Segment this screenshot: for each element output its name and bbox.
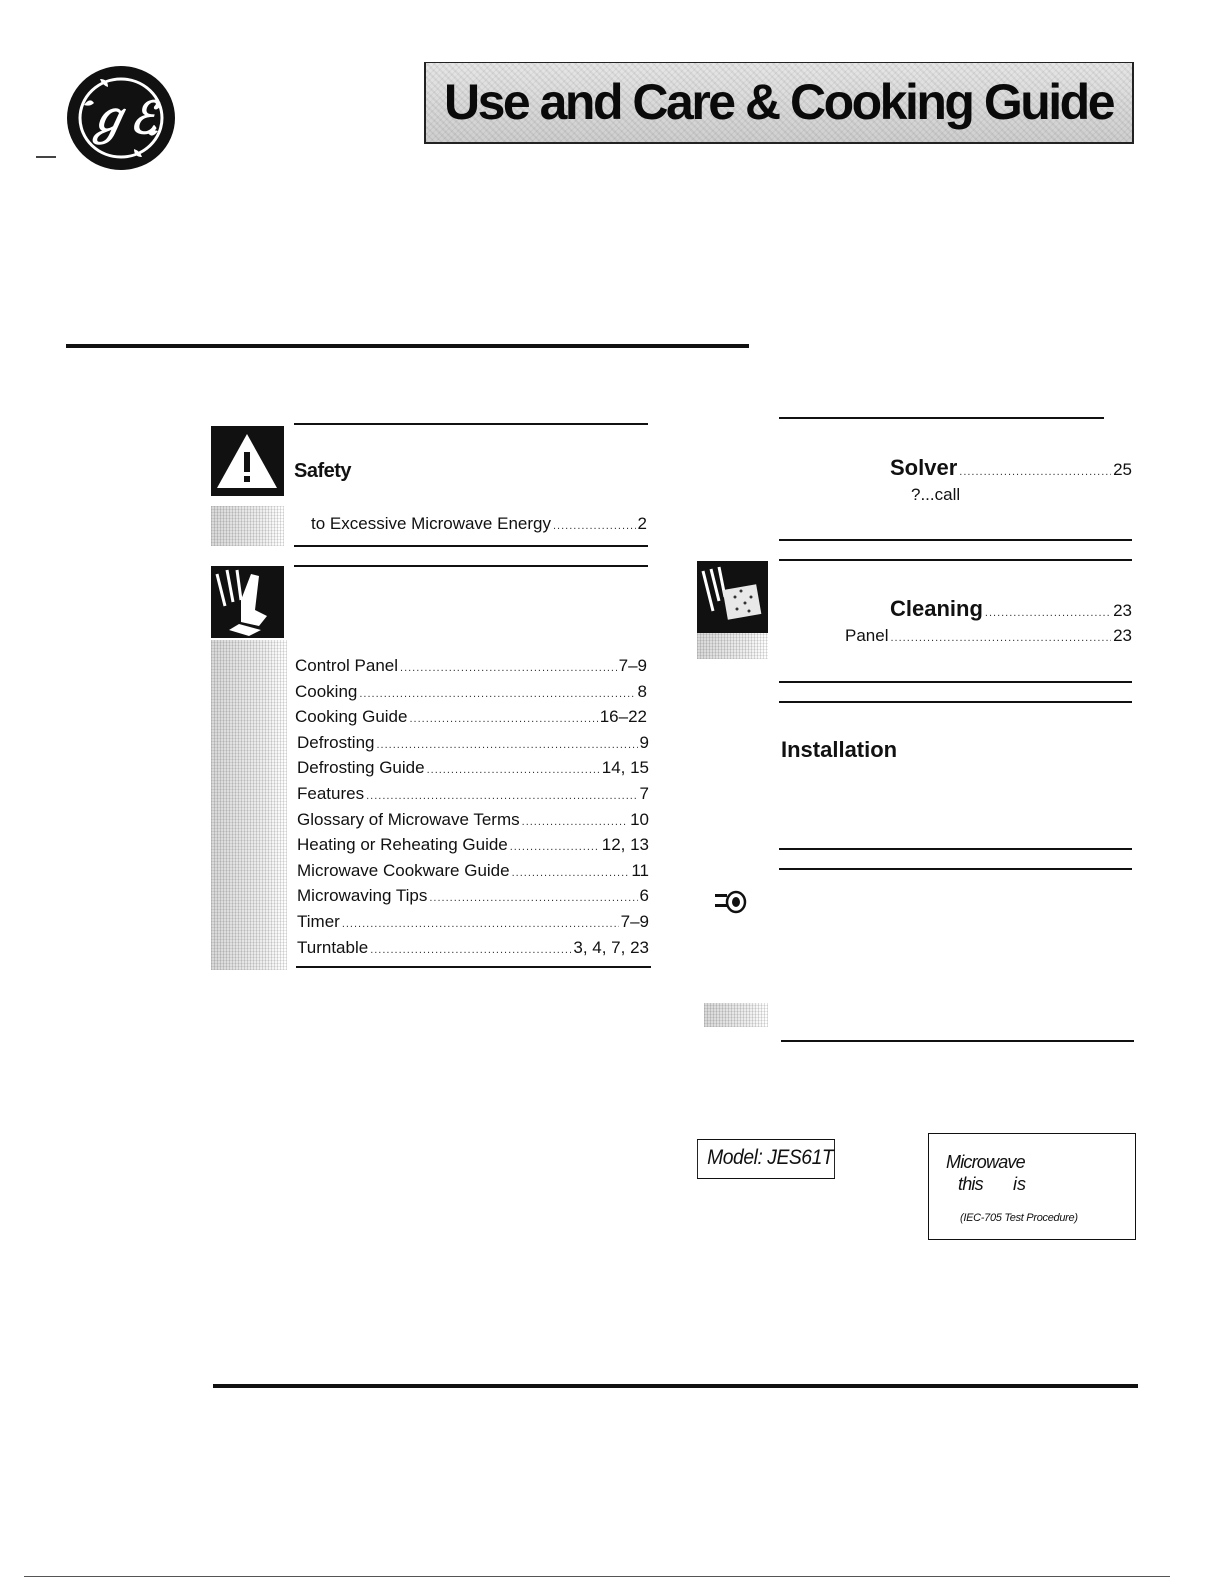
toc-label: Defrosting Guide: [297, 758, 425, 778]
safety-icon-box: [211, 426, 284, 496]
toc-label: Microwaving Tips: [297, 886, 428, 906]
installation-top-rule: [779, 701, 1132, 703]
operating-bottom-rule: [296, 966, 651, 968]
toc-page: 23: [1113, 601, 1132, 620]
notice-line1: Microwave: [946, 1152, 1025, 1172]
toc-page: 7–9: [620, 912, 649, 931]
installation-heading: Installation: [781, 737, 898, 762]
toc-dots: [959, 466, 1111, 478]
toc-row: [297, 784, 649, 804]
toc-row: [845, 626, 1132, 646]
consumer-icon-wrap: [714, 890, 748, 914]
safety-top-rule: [294, 423, 648, 425]
title-banner: [424, 62, 1134, 144]
care-texture: [697, 633, 768, 659]
toc-label: Glossary of Microwave Terms: [297, 809, 520, 829]
toc-dots: [510, 841, 600, 853]
toc-dots: [409, 713, 597, 725]
toc-row: [297, 938, 649, 958]
toc-label: Turntable: [297, 937, 369, 957]
toc-page: 7: [639, 784, 649, 803]
phone-dial-icon: [714, 890, 748, 914]
toc-page: 10: [630, 809, 649, 829]
care-icon-box: [697, 561, 768, 633]
toc-label: Cooking Guide: [295, 707, 408, 727]
toc-dots: [342, 918, 619, 930]
safety-texture: [211, 506, 284, 546]
warning-triangle-icon: [211, 426, 284, 496]
toc-dots: [522, 816, 628, 828]
problem-heading: Solver: [890, 455, 958, 480]
toc-row: [297, 912, 649, 932]
toc-row: [295, 656, 647, 676]
toc-dots: [553, 520, 636, 532]
toc-dots: [376, 739, 637, 751]
toc-label: Microwave Cookware Guide: [297, 860, 510, 880]
consumer-texture: [704, 1003, 768, 1027]
safety-bottom-rule: [294, 545, 648, 547]
consumer-top-rule: [779, 868, 1132, 870]
problem-bottom-rule: [779, 539, 1132, 541]
hand-sponge-icon: [697, 561, 768, 633]
problem-top-rule: [779, 417, 1104, 419]
toc-row: [297, 835, 649, 855]
toc-label: Control Panel: [295, 656, 399, 675]
toc-page: 14, 15: [601, 758, 649, 778]
ge-monogram-icon: [66, 65, 176, 171]
care-top-rule: [779, 559, 1132, 561]
notice-line2b: is: [1013, 1174, 1026, 1194]
toc-row: [297, 758, 649, 778]
toc-page: 2: [637, 514, 647, 533]
hand-pressing-button-icon: [211, 566, 284, 638]
toc-dots: [429, 892, 637, 904]
safety-heading: Safety: [294, 460, 352, 482]
toc-row: [297, 861, 649, 881]
notice-line2a: this: [958, 1174, 983, 1194]
toc-dots: [366, 790, 637, 802]
toc-row: [297, 886, 649, 906]
care-cleaning-row: [890, 596, 1132, 622]
mark: [36, 156, 56, 158]
care-bottom-rule: [779, 681, 1132, 683]
page-edge-rule: [24, 1576, 1170, 1577]
problem-solver-row: [890, 455, 1132, 481]
toc-page: 9: [639, 732, 649, 752]
svg-text:ℊℰ: ℊℰ: [85, 94, 157, 143]
toc-row: [311, 514, 647, 534]
toc-dots: [400, 662, 617, 674]
toc-page: 3, 4, 7, 23: [573, 937, 649, 957]
toc-label: Defrosting: [297, 732, 375, 752]
consumer-bottom-rule: [781, 1040, 1134, 1042]
installation-bottom-rule: [779, 848, 1132, 850]
toc-page: 11: [631, 860, 649, 880]
microwave-power-notice: [928, 1133, 1136, 1240]
toc-dots: [890, 632, 1111, 644]
toc-label: Cooking: [295, 681, 358, 701]
header-divider: [66, 344, 749, 348]
toc-row: [295, 682, 647, 702]
toc-page: 16–22: [599, 707, 647, 727]
toc-dots: [512, 867, 630, 879]
toc-label: Features: [297, 784, 365, 803]
operating-icon-box: [211, 566, 284, 638]
toc-page: 7–9: [618, 656, 647, 675]
model-number: Model: JES61T: [697, 1139, 835, 1179]
toc-row: [297, 810, 649, 830]
toc-page: 6: [639, 886, 649, 906]
toc-page: 8: [637, 681, 647, 701]
toc-label: to Excessive Microwave Energy: [311, 514, 551, 533]
toc-label: Heating or Reheating Guide: [297, 835, 508, 855]
operating-top-rule: [294, 565, 648, 567]
page-title: Use and Care & Cooking Guide: [444, 74, 1114, 130]
toc-dots: [370, 944, 571, 956]
toc-row: [297, 733, 649, 753]
problem-subline: ?...call: [911, 485, 961, 504]
operating-texture: [211, 640, 287, 970]
footer-divider: [213, 1384, 1138, 1388]
toc-label: Panel: [845, 626, 889, 645]
toc-row: [295, 707, 647, 727]
care-heading: Cleaning: [890, 596, 983, 621]
notice-line3: (IEC-705 Test Procedure): [960, 1212, 1078, 1224]
toc-dots: [359, 688, 635, 700]
toc-label: Timer: [297, 912, 340, 931]
toc-page: 25: [1113, 460, 1132, 479]
toc-dots: [427, 764, 600, 776]
toc-dots: [985, 607, 1111, 619]
ge-logo: [66, 65, 176, 171]
toc-page: 12, 13: [601, 835, 649, 855]
toc-page: 23: [1113, 626, 1132, 645]
